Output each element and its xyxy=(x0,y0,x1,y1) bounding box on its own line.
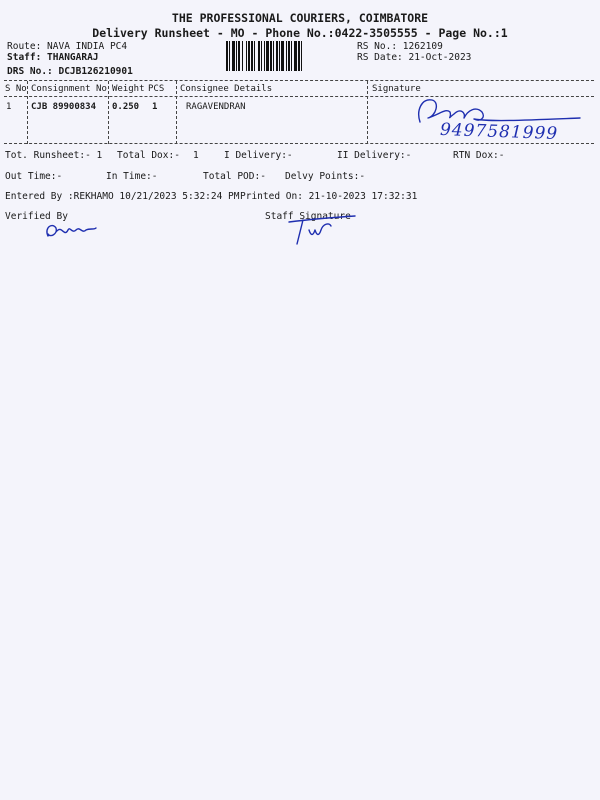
col-header-signature: Signature xyxy=(372,84,421,94)
staff-signature-label: Staff Signature xyxy=(265,211,351,222)
barcode-bar xyxy=(266,41,269,71)
barcode-bar xyxy=(251,41,253,71)
col-header-sno: S No xyxy=(5,84,27,94)
barcode-bar xyxy=(261,41,262,71)
verified-by-label: Verified By xyxy=(5,211,68,222)
rtn-dox: RTN Dox:- xyxy=(453,150,505,161)
staff-label: Staff: THANGARAJ xyxy=(7,52,99,63)
delvy-points: Delvy Points:- xyxy=(285,171,366,182)
barcode-bar xyxy=(281,41,284,71)
recipient-phone: 9497581999 xyxy=(439,119,559,145)
barcode-bar xyxy=(273,41,274,71)
barcode-bar xyxy=(238,41,240,71)
col-header-consignment: Consignment No xyxy=(31,84,107,94)
route-label: Route: NAVA INDIA PC4 xyxy=(7,41,128,52)
barcode-bar xyxy=(236,41,237,71)
in-time: In Time:- xyxy=(106,171,158,182)
tot-runsheet: Tot. Runsheet:- 1 xyxy=(5,150,103,161)
barcode-bar xyxy=(254,41,255,71)
staff-signature xyxy=(285,210,365,246)
barcode xyxy=(226,41,354,71)
barcode-bar xyxy=(298,41,300,71)
barcode-bar xyxy=(232,41,235,71)
barcode-bar xyxy=(229,41,230,71)
barcode-bar xyxy=(270,41,272,71)
total-dox: Total Dox:- xyxy=(117,150,180,161)
col-header-weight: Weight xyxy=(112,84,145,94)
barcode-bar xyxy=(286,41,287,71)
barcode-bar xyxy=(246,41,247,71)
barcode-bar xyxy=(226,41,228,71)
barcode-bar xyxy=(276,41,278,71)
company-title: THE PROFESSIONAL COURIERS, COIMBATORE xyxy=(171,11,429,25)
verifier-signature xyxy=(40,218,100,244)
row-consignee: RAGAVENDRAN xyxy=(186,102,246,112)
rs-number: RS No.: 1262109 xyxy=(357,41,443,52)
row-weight: 0.250 xyxy=(112,102,140,112)
barcode-bar xyxy=(264,41,265,71)
barcode-bar xyxy=(258,41,260,71)
barcode-bar xyxy=(248,41,250,71)
col-header-consignee: Consignee Details xyxy=(180,84,273,94)
barcode-bar xyxy=(291,41,292,71)
table-top-rule xyxy=(4,80,594,81)
printed-on: Printed On: 21-10-2023 17:32:31 xyxy=(240,191,418,202)
table-bottom-rule xyxy=(4,143,594,144)
barcode-bar xyxy=(279,41,280,71)
barcode-bar xyxy=(301,41,302,71)
ii-delivery: II Delivery:- xyxy=(337,150,412,161)
entered-by: Entered By :REKHAMO 10/21/2023 5:32:24 PM xyxy=(5,191,240,202)
row-sno: 1 xyxy=(6,102,12,112)
rs-date: RS Date: 21-Oct-2023 xyxy=(357,52,472,63)
runsheet-title: Delivery Runsheet - MO - Phone No.:0422-3505555 - Page No.:1 xyxy=(92,26,508,40)
row-consignment: CJB 89900834 xyxy=(31,102,97,112)
drs-number: DRS No.: DCJB126210901 xyxy=(7,66,133,77)
barcode-bar xyxy=(242,41,243,71)
row-pcs: 1 xyxy=(152,102,158,112)
total-pod: Total POD:- xyxy=(203,171,266,182)
barcode-bar xyxy=(294,41,297,71)
out-time: Out Time:- xyxy=(5,171,63,182)
barcode-bar xyxy=(288,41,290,71)
col-header-pcs: PCS xyxy=(148,84,165,94)
total-dox-value: 1 xyxy=(193,150,199,161)
i-delivery: I Delivery:- xyxy=(224,150,293,161)
